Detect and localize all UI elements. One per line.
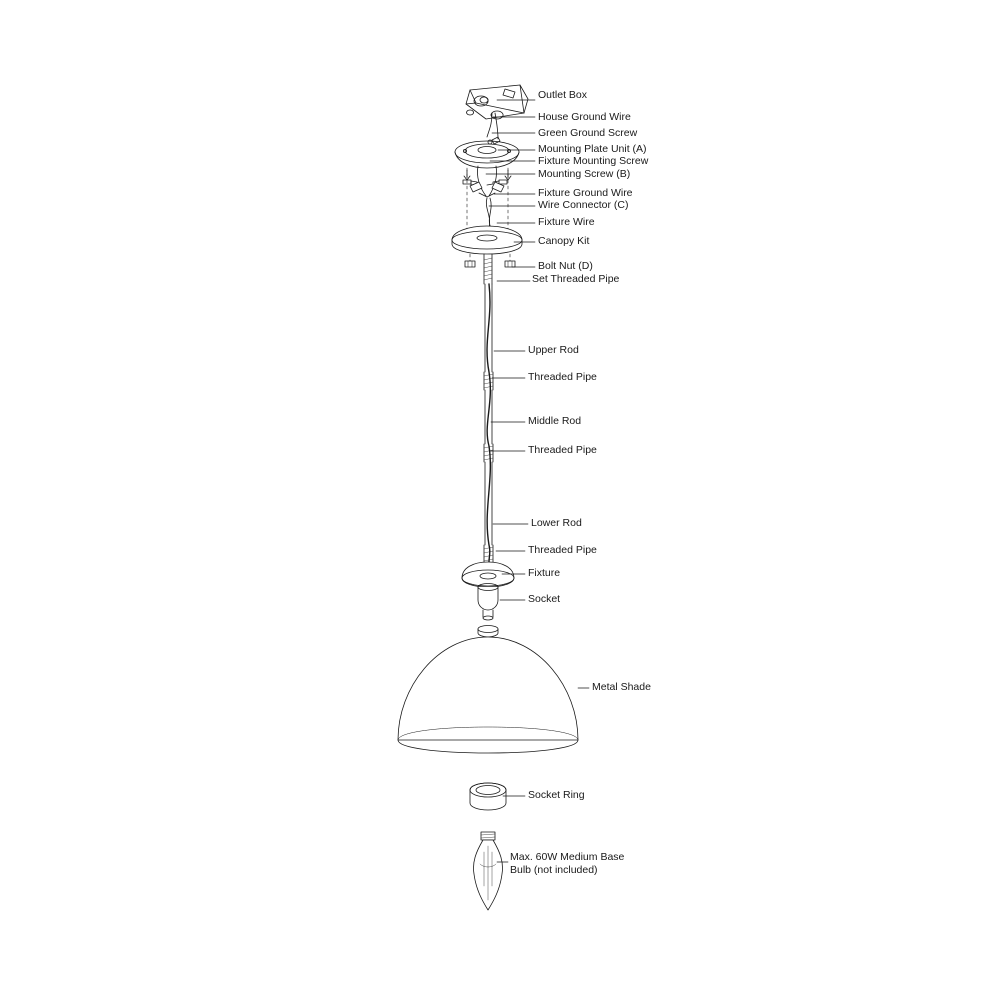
label-green-ground-screw: Green Ground Screw [538,127,638,139]
label-threaded-pipe-3: Threaded Pipe [528,544,597,556]
label-mounting-plate-unit-a: Mounting Plate Unit (A) [538,143,647,155]
label-lower-rod: Lower Rod [531,517,582,529]
label-socket-ring: Socket Ring [528,789,585,801]
metal-shade-part [398,637,578,753]
bulb-part [473,832,502,910]
socket-ring-part [470,783,506,810]
label-fixture-wire: Fixture Wire [538,216,595,228]
bolt-nut-part [465,254,515,267]
label-upper-rod: Upper Rod [528,344,579,356]
label-fixture-ground-wire: Fixture Ground Wire [538,187,633,199]
rod-assembly [484,254,493,562]
label-metal-shade: Metal Shade [592,681,651,693]
fixture-wire-part [486,198,491,228]
label-mounting-screw-b: Mounting Screw (B) [538,168,631,180]
label-threaded-pipe-2: Threaded Pipe [528,444,597,456]
socket-part [478,584,498,621]
label-fixture: Fixture [528,567,561,579]
label-fixture-mounting-screw: Fixture Mounting Screw [538,155,649,167]
label-wire-connector-c: Wire Connector (C) [538,199,629,211]
canopy-kit-part [452,226,522,254]
label-canopy-kit: Canopy Kit [538,235,590,247]
label-house-ground-wire: House Ground Wire [538,111,631,123]
label-bulb-line-1: Max. 60W Medium Base [510,851,625,863]
label-bolt-nut-d: Bolt Nut (D) [538,260,593,272]
leader-lines [486,100,589,862]
outlet-box-part [466,85,528,139]
label-set-threaded-pipe: Set Threaded Pipe [532,273,620,285]
label-outlet-box: Outlet Box [538,89,588,101]
label-middle-rod: Middle Rod [528,415,582,427]
mounting-plate-unit [455,137,519,197]
label-threaded-pipe-1: Threaded Pipe [528,371,597,383]
label-bulb-line-2: Bulb (not included) [510,864,598,876]
shade-collar [478,626,498,638]
label-socket: Socket [528,593,561,605]
